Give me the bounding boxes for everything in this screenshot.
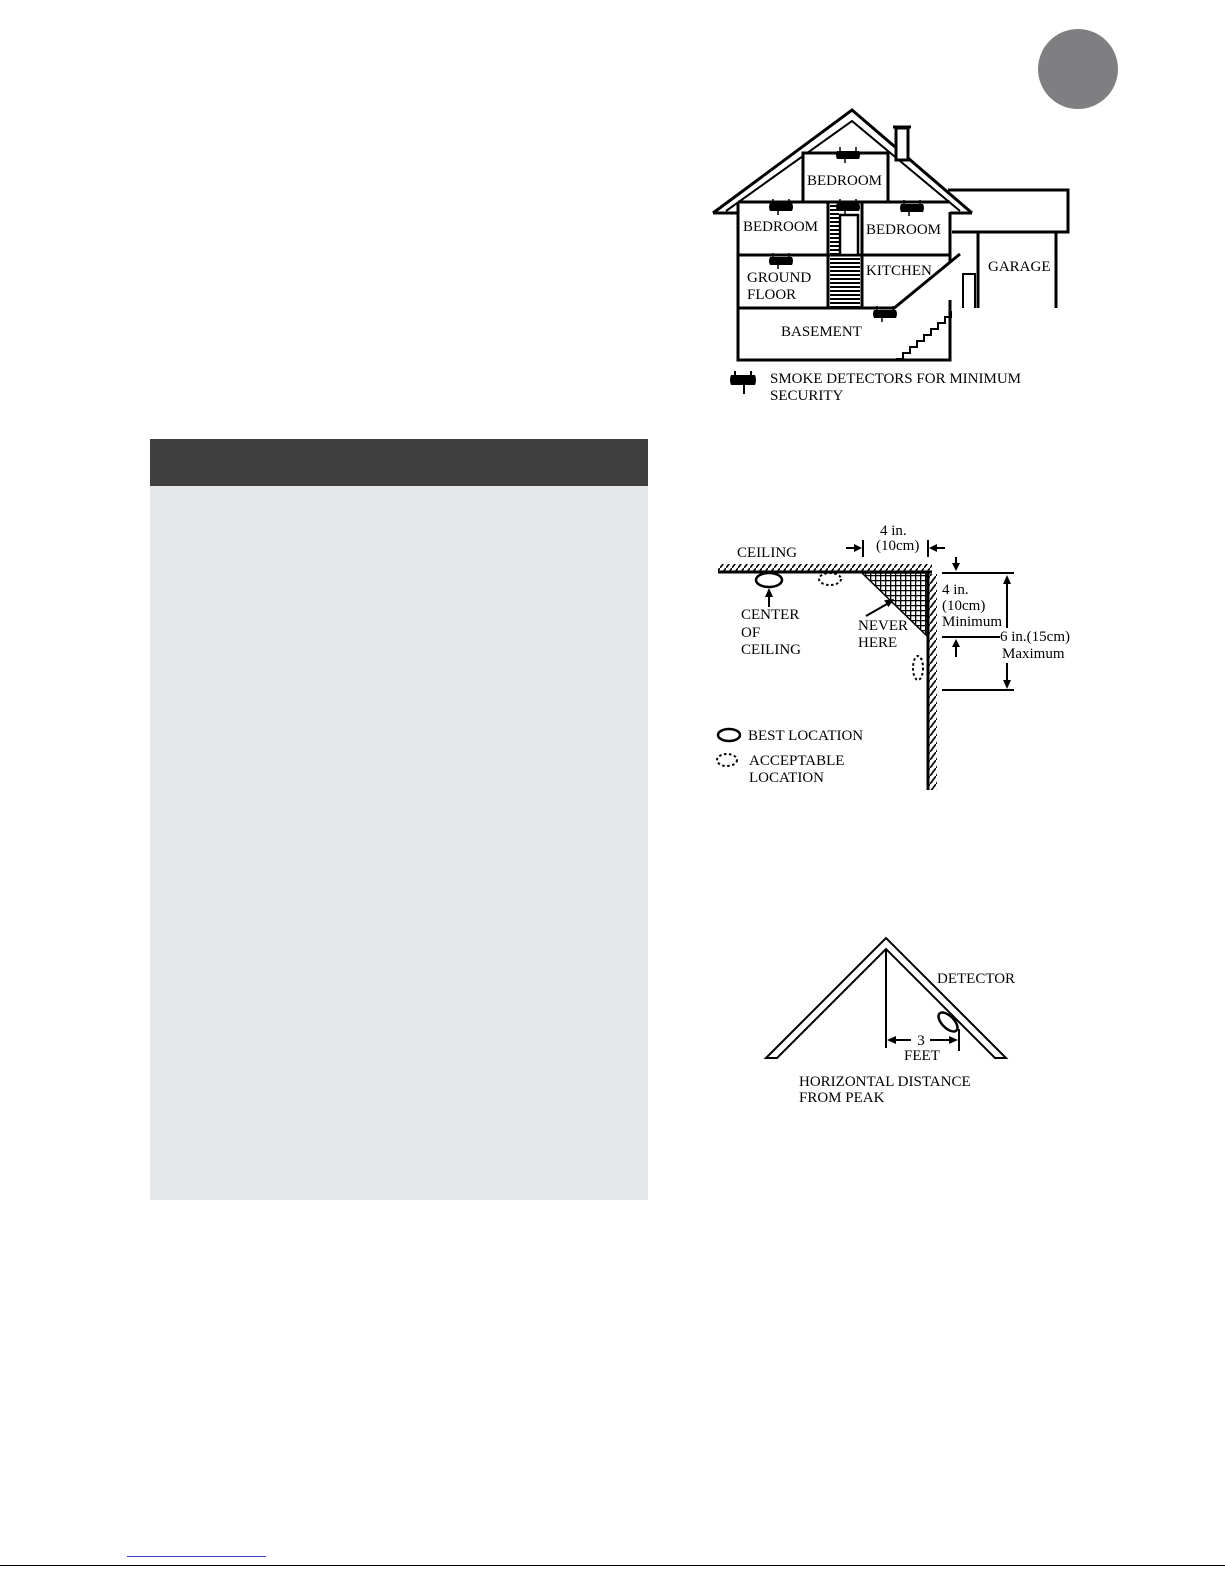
label-garage: GARAGE (988, 259, 1051, 275)
label-bedroom-right: BEDROOM (866, 222, 942, 238)
top-dim-arrowhead-right (929, 544, 937, 552)
detector-label: DETECTOR (937, 971, 1016, 987)
never-here-label-line2: HERE (858, 635, 898, 651)
house-smoke-detector-diagram (700, 100, 1080, 410)
center-label-line3: CEILING (741, 642, 801, 658)
top-dim-label-line2: (10cm) (876, 538, 920, 554)
caption-line1: HORIZONTAL DISTANCE (799, 1074, 971, 1090)
min-dim-label-line2: (10cm) (942, 598, 986, 614)
center-label-line2: OF (741, 625, 761, 641)
lower-staircase (830, 259, 860, 307)
link-underline (127, 1556, 266, 1557)
legend-text-line1: SMOKE DETECTORS FOR MINIMUM (770, 371, 1022, 387)
max-dim-arrowhead-bottom (1003, 680, 1011, 689)
center-label-line1: CENTER (741, 607, 800, 623)
distance-unit: FEET (904, 1048, 940, 1064)
upper-staircase (830, 206, 839, 254)
distance-arrowhead-left (887, 1036, 896, 1044)
min-dim-label-line1: 4 in. (942, 582, 969, 598)
distance-value: 3 (917, 1033, 925, 1049)
label-bedroom-left: BEDROOM (743, 219, 819, 235)
chimney (896, 128, 908, 160)
section-badge (1038, 29, 1118, 109)
stair-doorway (840, 215, 858, 255)
legend-best-location-label: BEST LOCATION (748, 728, 864, 744)
top-dim-arrowhead-left (854, 544, 862, 552)
label-bedroom-top: BEDROOM (807, 173, 883, 189)
label-basement: BASEMENT (781, 324, 862, 340)
max-dim-arrowhead-top (1003, 575, 1011, 584)
min-dim-label-line3: Minimum (942, 614, 1003, 630)
footer-rule (0, 1565, 1225, 1566)
legend-acceptable-location-icon (717, 754, 737, 766)
garage-door (963, 274, 975, 308)
legend-acceptable-label-line1: ACCEPTABLE (749, 753, 845, 769)
top-dim-label-line1: 4 in. (880, 523, 907, 539)
min-dim-arrowhead-bottom (952, 639, 960, 647)
ceiling-label: CEILING (737, 545, 797, 561)
label-kitchen: KITCHEN (866, 263, 932, 279)
info-panel-body (150, 486, 648, 1200)
min-dim-arrowhead-top (952, 563, 960, 571)
acceptable-location-marker-wall (913, 656, 923, 680)
best-location-marker (756, 573, 782, 587)
legend-acceptable-label-line2: LOCATION (749, 770, 824, 786)
label-floor: FLOOR (747, 287, 797, 303)
never-here-arrow-line (866, 604, 887, 616)
legend-text-line2: SECURITY (770, 388, 844, 404)
center-arrow-head (765, 588, 773, 597)
garage-roof (948, 190, 1068, 232)
legend-best-location-icon (718, 729, 740, 741)
max-dim-label-line1: 6 in.(15cm) (1000, 629, 1070, 645)
basement-staircase (896, 311, 951, 359)
smoke-detector-legend-icon (730, 371, 756, 394)
caption-line2: FROM PEAK (799, 1090, 885, 1106)
acceptable-location-marker-ceiling (819, 573, 841, 585)
ceiling-placement-diagram (700, 515, 1090, 800)
peaked-ceiling-diagram (750, 925, 1040, 1115)
info-panel-header (150, 439, 648, 486)
wall-hatching (929, 574, 937, 790)
label-ground: GROUND (747, 270, 812, 286)
max-dim-label-line2: Maximum (1002, 646, 1065, 662)
never-here-label-line1: NEVER (858, 618, 908, 634)
distance-arrowhead-right (949, 1036, 958, 1044)
